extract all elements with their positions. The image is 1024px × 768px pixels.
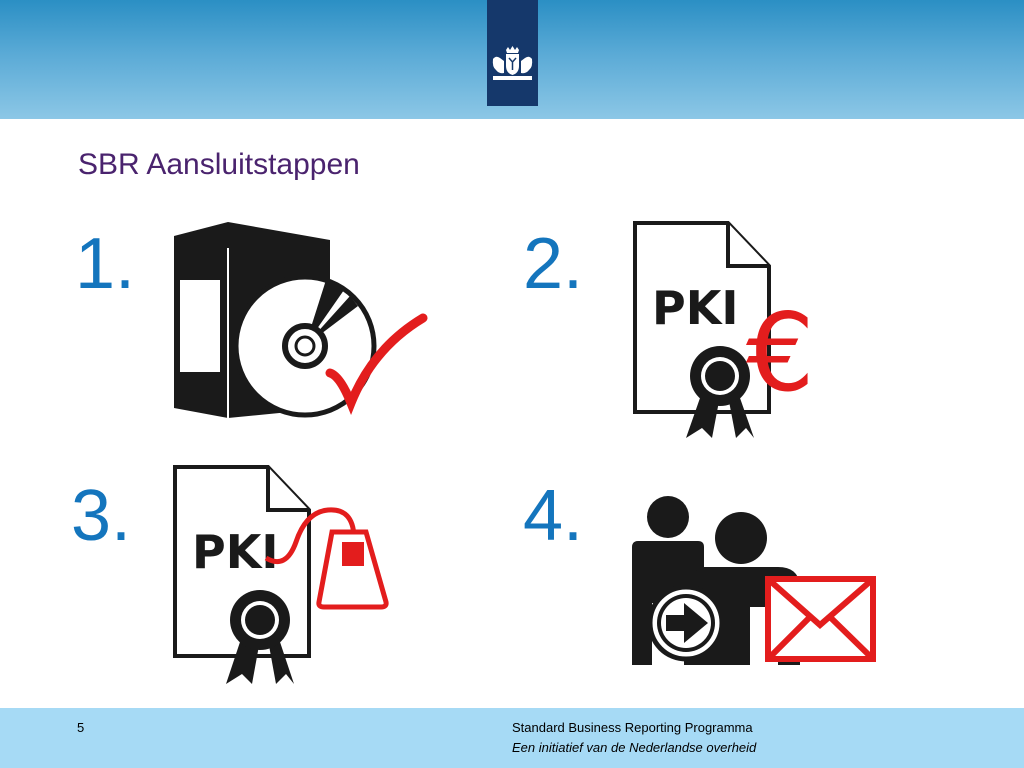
software-box-cd-check-icon xyxy=(168,218,433,428)
government-logo xyxy=(487,0,538,106)
coat-of-arms-icon xyxy=(487,46,538,86)
slide-title: SBR Aansluitstappen xyxy=(78,148,360,181)
footer-bar xyxy=(0,708,1024,768)
step-number-1: 1. xyxy=(75,224,136,304)
pki-certificate-euro-icon xyxy=(628,218,828,443)
pki-certificate-token-icon xyxy=(168,462,398,690)
page-number: 5 xyxy=(77,720,85,735)
header-banner xyxy=(0,0,1024,119)
euro-symbol: € xyxy=(746,291,815,416)
step-number-3: 3. xyxy=(71,476,132,556)
step-number-4: 4. xyxy=(523,476,584,556)
footer-tagline: Een initiatief van de Nederlandse overheid xyxy=(512,740,757,755)
footer-program-name: Standard Business Reporting Programma xyxy=(512,720,753,735)
pki-label: PKI xyxy=(652,281,739,335)
step-number-2: 2. xyxy=(523,224,584,304)
people-arrow-envelope-icon xyxy=(618,495,883,670)
pki-label: PKI xyxy=(192,525,279,579)
